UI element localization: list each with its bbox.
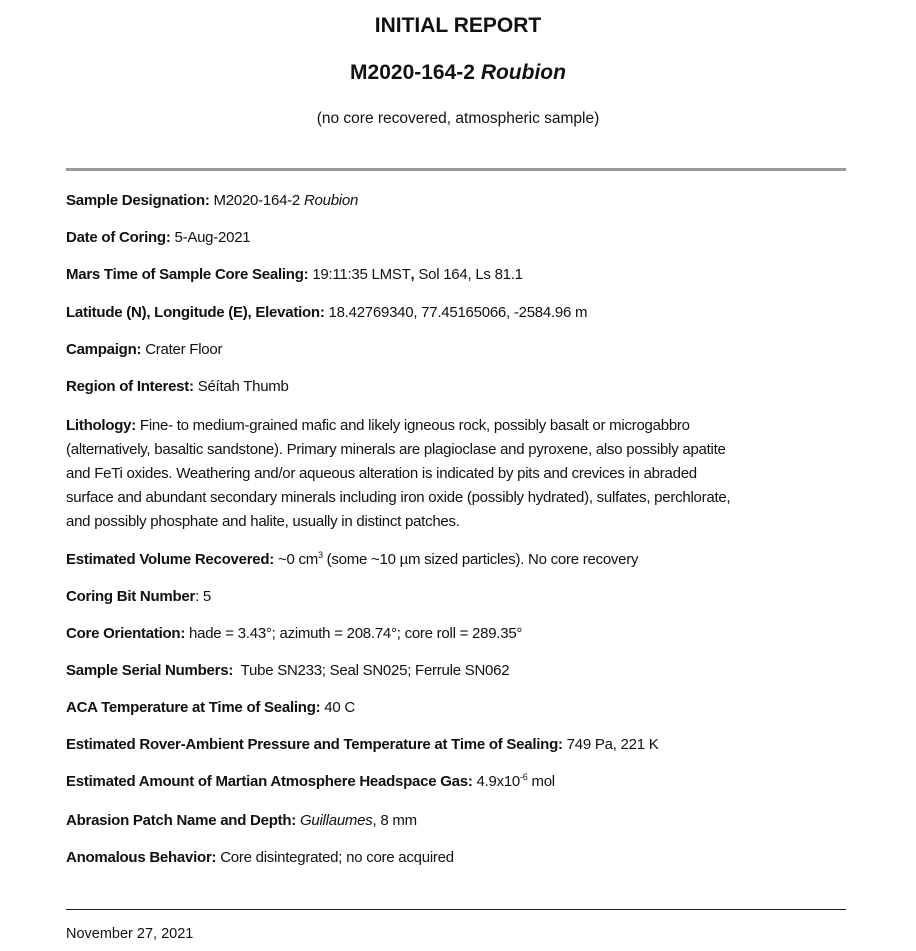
field-campaign — [66, 340, 222, 360]
field-label: Coring Bit Number — [66, 588, 196, 605]
sample-name: Roubion — [480, 61, 566, 84]
field-value-italic: Guillaumes — [299, 812, 373, 829]
field-orientation — [66, 624, 522, 644]
field-abrasion — [66, 811, 417, 831]
field-value: hade = 3.43°; azimuth = 208.74°; core roll = 289.35° — [189, 625, 523, 642]
field-label: Region of Interest: — [66, 378, 194, 395]
field-headspace — [66, 772, 555, 792]
field-value: Crater Floor — [145, 341, 223, 358]
field-label: Campaign: — [66, 341, 142, 358]
field-value: mol — [527, 773, 555, 790]
header-divider — [66, 168, 846, 171]
field-value: : 5 — [195, 588, 212, 605]
field-value: 40 C — [324, 699, 355, 716]
field-date — [66, 228, 250, 248]
field-designation — [66, 191, 358, 211]
field-value: , 8 mm — [372, 812, 417, 829]
field-value: 4.9x10 — [476, 773, 521, 790]
report-title: INITIAL REPORT — [374, 14, 542, 37]
field-value: 5-Aug-2021 — [174, 229, 251, 246]
field-lithology — [66, 414, 730, 534]
lithology-line: surface and abundant secondary minerals including iron oxide (possibly hydrated), sulfates, perchlorate, — [66, 489, 731, 506]
field-region — [66, 377, 289, 397]
field-value: 749 Pa, 221 K — [566, 736, 659, 753]
lithology-line: and FeTi oxides. Weathering and/or aqueous alteration is indicated by pits and crevices in abraded — [66, 465, 697, 482]
field-volume — [66, 550, 638, 570]
field-label: Estimated Amount of Martian Atmosphere Headspace Gas: — [66, 773, 473, 790]
field-value: ~0 cm — [277, 551, 318, 568]
field-value: Fine- to medium-grained mafic and likely igneous rock, possibly basalt or microgabbro — [139, 417, 690, 434]
field-label: Mars Time of Sample Core Sealing: — [66, 266, 309, 283]
sample-note: (no core recovered, atmospheric sample) — [316, 110, 600, 127]
field-aca-temp — [66, 698, 355, 718]
footer-divider — [66, 909, 846, 910]
field-value: M2020-164-2 — [213, 192, 301, 209]
field-value: Core disintegrated; no core acquired — [220, 849, 454, 866]
sample-heading — [0, 61, 916, 85]
superscript: -6 — [520, 772, 528, 782]
field-mars-time — [66, 265, 523, 285]
lithology-line: (alternatively, basaltic sandstone). Primary minerals are plagioclase and pyroxene, also possibly apatite — [66, 441, 726, 458]
field-location — [66, 303, 587, 323]
field-anomalous — [66, 848, 454, 868]
field-serials — [66, 661, 509, 681]
field-label: Lithology: — [66, 417, 136, 434]
field-value: Tube SN233; Seal SN025; Ferrule SN062 — [240, 662, 510, 679]
field-label: Sample Designation: — [66, 192, 210, 209]
lithology-line — [66, 414, 730, 438]
field-value: (some ~10 µm sized particles). No core recovery — [322, 551, 639, 568]
field-value: Séítah Thumb — [197, 378, 289, 395]
field-label: Sample Serial Numbers: — [66, 662, 234, 679]
field-label: Abrasion Patch Name and Depth: — [66, 812, 297, 829]
field-bit — [66, 587, 211, 607]
field-pressure — [66, 735, 659, 755]
field-label: Estimated Rover-Ambient Pressure and Temperature at Time of Sealing: — [66, 736, 563, 753]
field-value-italic: Roubion — [303, 192, 359, 209]
field-label: Latitude (N), Longitude (E), Elevation: — [66, 304, 325, 321]
field-label: Core Orientation: — [66, 625, 186, 642]
footer-date: November 27, 2021 — [66, 926, 194, 942]
field-label: Estimated Volume Recovered: — [66, 551, 275, 568]
lithology-line: and possibly phosphate and halite, usually in distinct patches. — [66, 513, 460, 530]
field-separator: , — [410, 266, 415, 283]
sample-id: M2020-164-2 — [350, 61, 475, 84]
field-label: ACA Temperature at Time of Sealing: — [66, 699, 321, 716]
field-label: Date of Coring: — [66, 229, 171, 246]
field-label: Anomalous Behavior: — [66, 849, 217, 866]
field-value: 18.42769340, 77.45165066, -2584.96 m — [328, 304, 588, 321]
field-value: Sol 164, Ls 81.1 — [418, 266, 523, 283]
field-value: 19:11:35 LMST — [312, 266, 411, 283]
superscript: 3 — [317, 550, 323, 560]
